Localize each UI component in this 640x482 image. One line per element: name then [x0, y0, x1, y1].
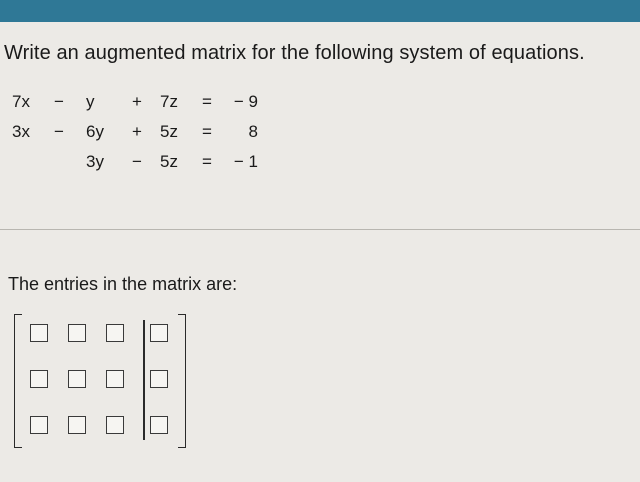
term: 3y	[86, 152, 104, 171]
left-bracket	[14, 314, 22, 448]
augment-bar	[143, 320, 145, 440]
equals-sign: =	[202, 92, 212, 111]
equals-sign: =	[202, 152, 212, 171]
question-prompt: Write an augmented matrix for the following system of equations.	[4, 42, 585, 64]
matrix-entry-input[interactable]	[68, 370, 86, 388]
term: 3x	[12, 122, 30, 141]
operator: +	[132, 92, 142, 111]
matrix-entry-input[interactable]	[68, 324, 86, 342]
term: 5z	[160, 122, 178, 141]
section-divider	[0, 229, 640, 230]
constant: 8	[248, 122, 258, 141]
operator: +	[132, 122, 142, 141]
term: 7z	[160, 92, 178, 111]
term: 6y	[86, 122, 104, 141]
matrix-entry-input[interactable]	[106, 416, 124, 434]
matrix-entry-input[interactable]	[30, 324, 48, 342]
matrix-entry-input[interactable]	[106, 324, 124, 342]
entries-label: The entries in the matrix are:	[8, 274, 238, 294]
matrix-entry-input[interactable]	[150, 416, 168, 434]
constant: − 9	[233, 92, 258, 111]
right-bracket	[178, 314, 186, 448]
equals-sign: =	[202, 122, 212, 141]
matrix-entry-input[interactable]	[150, 324, 168, 342]
operator: −	[54, 122, 64, 141]
term: y	[86, 92, 95, 111]
matrix-entry-input[interactable]	[106, 370, 124, 388]
matrix-entry-input[interactable]	[150, 370, 168, 388]
operator: −	[54, 92, 64, 111]
matrix-entry-input[interactable]	[68, 416, 86, 434]
matrix-entry-input[interactable]	[30, 416, 48, 434]
constant: − 1	[233, 152, 258, 171]
term: 5z	[160, 152, 178, 171]
augmented-matrix	[14, 314, 186, 450]
matrix-entry-input[interactable]	[30, 370, 48, 388]
term: 7x	[12, 92, 30, 111]
operator: −	[132, 152, 142, 171]
top-bar	[0, 0, 640, 22]
